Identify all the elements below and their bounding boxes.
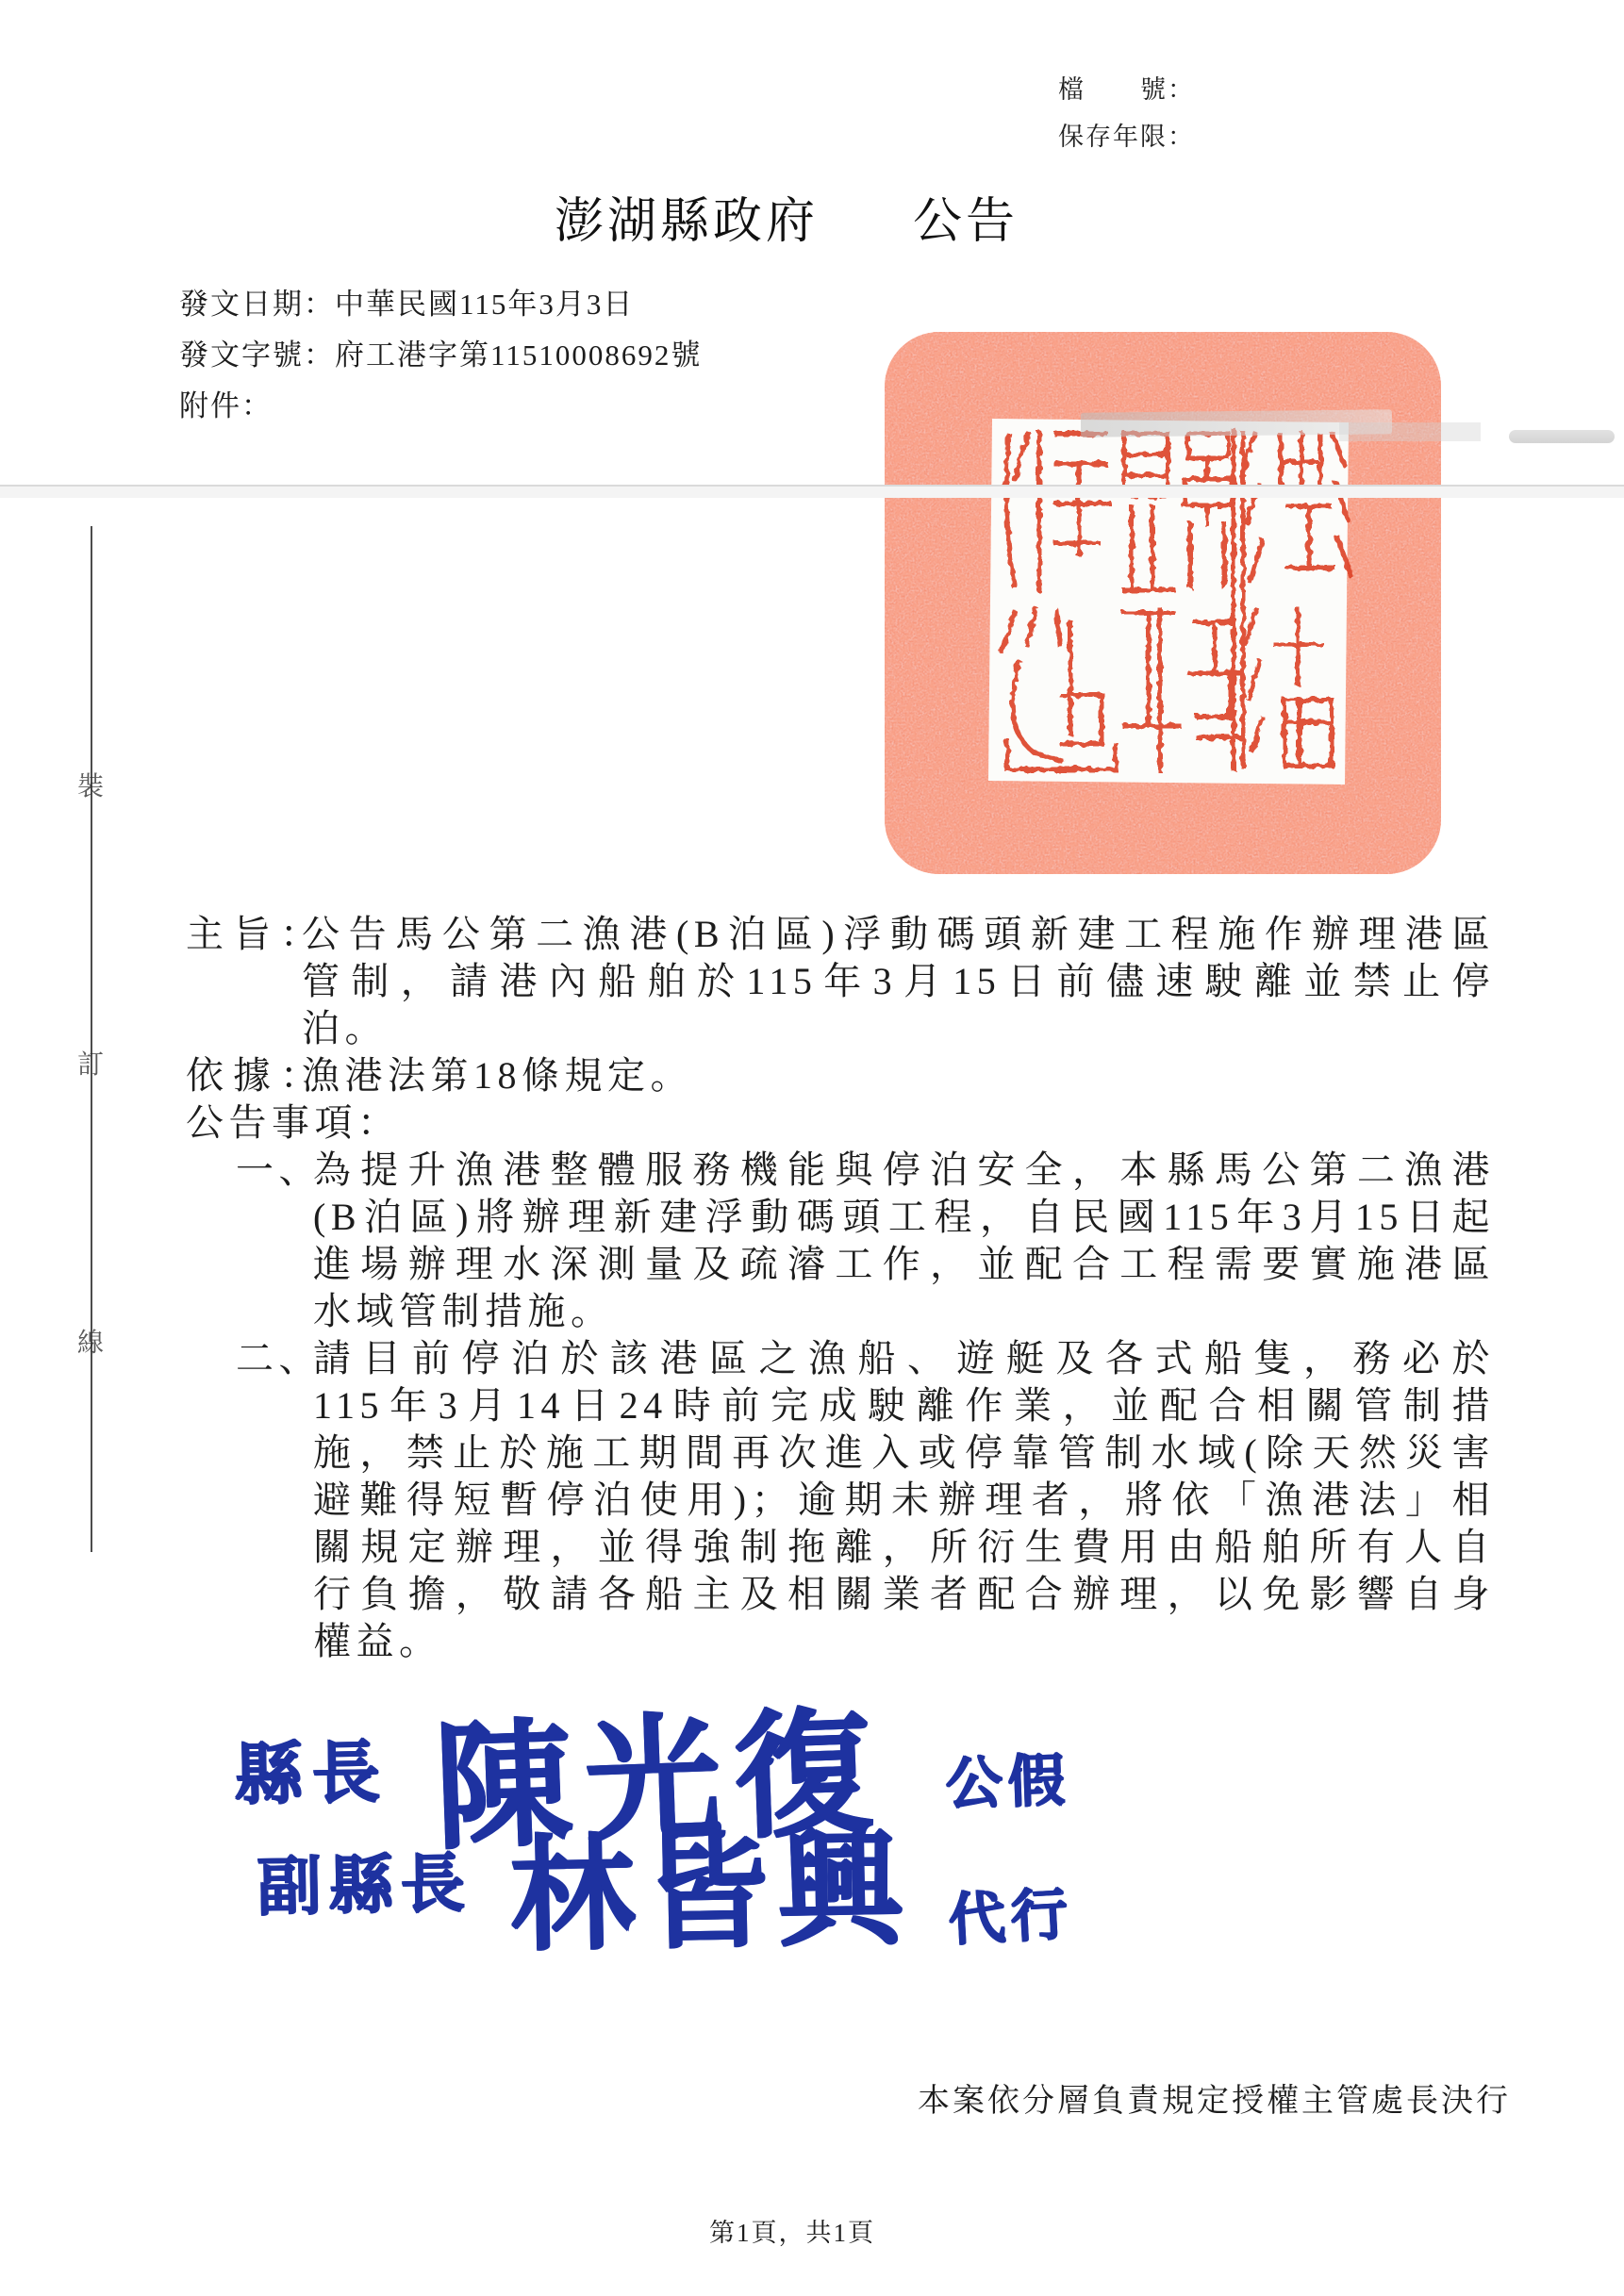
doc-number-line: 發文字號：府工港字第11510008692號 [179,339,703,372]
basis-paragraph [186,1052,1495,1099]
item-line: 進場辦理水深測量及疏濬工作，並配合工程需要實施港區 [313,1243,1495,1285]
item-number: 二、 [236,1337,322,1379]
magistrate-title-stamp: 縣長 [233,1734,389,1813]
basis-line: 漁港法第18條規定。 [302,1054,693,1097]
binding-line [91,526,92,1552]
document-meta [179,279,702,432]
subject-line: 公告馬公第二漁港(B泊區)浮動碼頭新建工程施作辦理港區 [302,913,1495,955]
item-line: 施，禁止於施工期間再次進入或停靠管制水域(除天然災害 [313,1431,1495,1474]
magistrate-leave-note: 公假 [944,1748,1071,1816]
official-seal-image [877,322,1454,886]
basis-label: 依據： [186,1054,327,1097]
subject-paragraph [186,911,1495,1052]
announcement-item-1 [186,1147,1495,1335]
item-line: 115年3月14日24時前完成駛離作業，並配合相關管制措 [313,1384,1495,1427]
retention-label: 保存年限： [1058,123,1195,151]
item-line: 為提升漁港整體服務機能與停泊安全，本縣馬公第二漁港 [313,1148,1495,1191]
document-title [555,181,1019,252]
deputy-magistrate-title-stamp: 副縣長 [256,1847,472,1923]
items-heading: 公告事項： [186,1101,401,1144]
delegation-note: 本案依分層負責規定授權主管處長決行 [918,2084,1511,2119]
archive-header [1058,66,1195,160]
item-line: (B泊區)將辦理新建浮動碼頭工程，自民國115年3月15日起 [313,1196,1495,1238]
item-line: 避難得短暫停泊使用)；逾期未辦理者，將依「漁港法」相 [313,1478,1495,1521]
item-number: 一、 [236,1148,322,1191]
attachment-line: 附件： [179,389,273,422]
scan-smudge-artifact [1509,430,1615,443]
item-line: 請目前停泊於該港區之漁船、遊艇及各式船隻，務必於 [313,1337,1495,1379]
issue-date-line: 發文日期：中華民國115年3月3日 [179,288,635,321]
subject-line: 泊。 [302,1007,388,1049]
binding-char-ding: 訂 [77,1050,105,1080]
announcement-item-2 [186,1335,1495,1665]
title-organization: 澎湖縣政府 [555,195,820,249]
item-line: 權益。 [313,1620,442,1662]
page-number-footer: 第1頁，共1頁 [709,2219,875,2247]
item-line: 行負擔，敬請各船主及相關業者配合辦理，以免影響自身 [313,1573,1495,1615]
binding-char-xian: 線 [77,1329,105,1358]
acting-on-behalf-note: 代行 [946,1882,1074,1952]
scan-smudge-artifact [1339,422,1481,441]
title-doc-type: 公告 [913,195,1019,249]
deputy-magistrate-name-signature: 林皆興 [507,1820,913,1966]
scan-band-artifact [0,487,1624,498]
subject-line: 管制，請港內船舶於115年3月15日前儘速駛離並禁止停 [302,960,1495,1002]
item-line: 關規定辦理，並得強制拖離，所衍生費用由船舶所有人自 [313,1526,1495,1568]
magistrate-name-signature: 陳光復 [431,1698,887,1866]
archive-no-label: 檔 號： [1058,75,1195,104]
subject-label: 主旨： [186,913,327,955]
document-body [186,911,1495,1665]
item-line: 水域管制措施。 [313,1290,614,1332]
binding-char-zhuang: 裝 [77,772,105,801]
